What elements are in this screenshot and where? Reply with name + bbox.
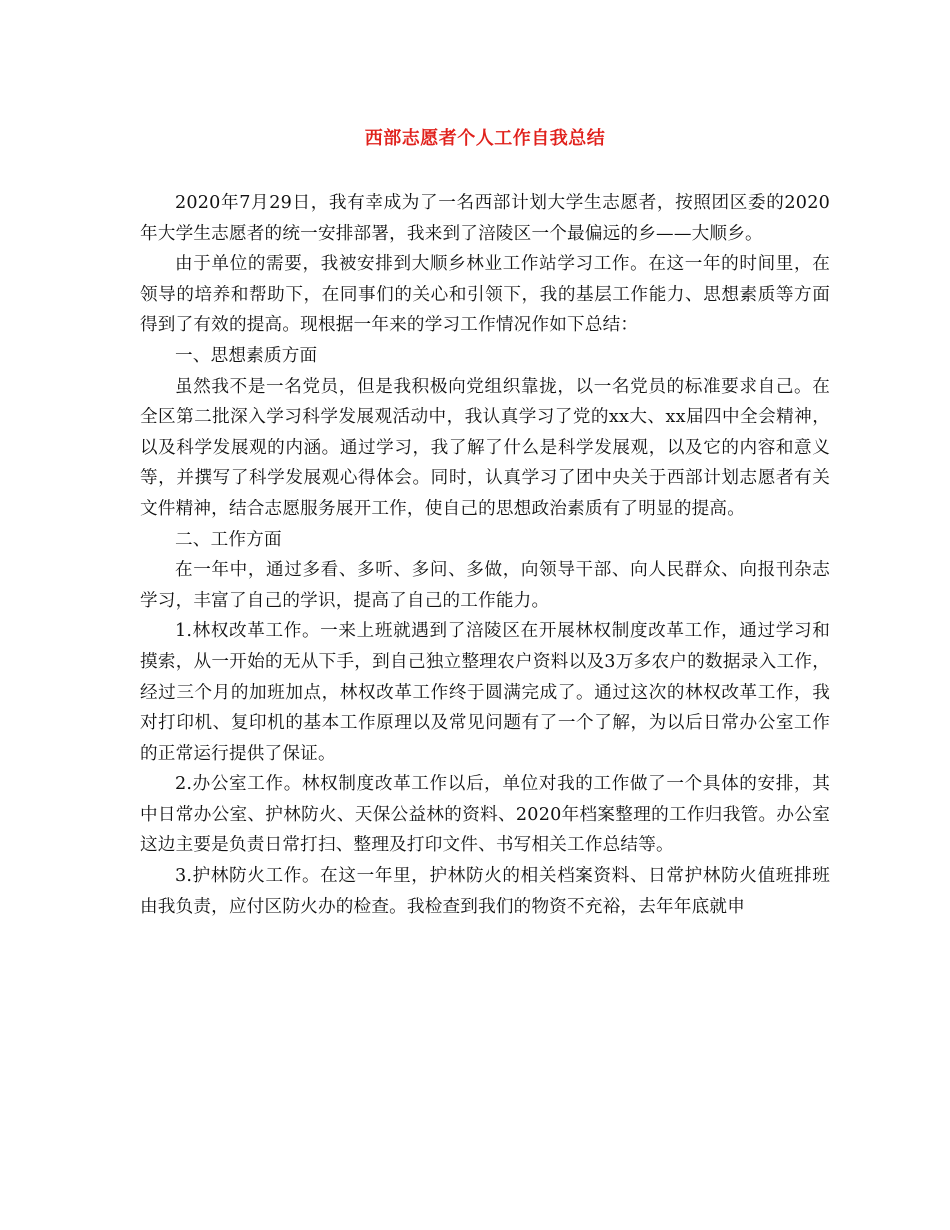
document-title: 西部志愿者个人工作自我总结	[364, 128, 606, 149]
paragraph-work-intro: 在一年中，通过多看、多听、多问、多做，向领导干部、向人民群众、向报刊杂志学习，丰富了自己的学识，提高了自己的工作能力。	[140, 560, 830, 611]
paragraph-fire-prevention: 3.护林防火工作。在这一年里，护林防火的相关档案资料、日常护林防火值班排班由我负责，应付区防火办的检查。我检查到我们的物资不充裕，去年年底就申	[140, 866, 830, 917]
document-body	[140, 188, 830, 922]
paragraph-assignment: 由于单位的需要，我被安排到大顺乡林业工作站学习工作。在这一年的时间里，在领导的培养和帮助下，在同事们的关心和引领下，我的基层工作能力、思想素质等方面得到了有效的提高。现根据一年来的学习工作情况作如下总结：	[140, 254, 830, 336]
section-heading-thought: 一、思想素质方面	[175, 345, 318, 366]
paragraph-intro: 2020年7月29日，我有幸成为了一名西部计划大学生志愿者，按照团区委的2020年大学生志愿者的统一安排部署，我来到了涪陵区一个最偏远的乡——大顺乡。	[140, 193, 830, 244]
paragraph-office-work: 2.办公室工作。林权制度改革工作以后，单位对我的工作做了一个具体的安排，其中日常办公室、护林防火、天保公益林的资料、2020年档案整理的工作归我管。办公室这边主要是负责日常打扫、整理及打印文件、书写相关工作总结等。	[140, 774, 830, 856]
paragraph-thought: 虽然我不是一名党员，但是我积极向党组织靠拢，以一名党员的标准要求自己。在全区第二批深入学习科学发展观活动中，我认真学习了党的xx大、xx届四中全会精神，以及科学发展观的内涵。通过学习，我了解了什么是科学发展观，以及它的内容和意义等，并撰写了科学发展观心得体会。同时，认真学习了团中央关于西部计划志愿者有关文件精神，结合志愿服务展开工作，使自己的思想政治素质有了明显的提高。	[140, 376, 830, 519]
paragraph-forest-reform: 1.林权改革工作。一来上班就遇到了涪陵区在开展林权制度改革工作，通过学习和摸索，从一开始的无从下手，到自己独立整理农户资料以及3万多农户的数据录入工作，经过三个月的加班加点，林权改革工作终于圆满完成了。通过这次的林权改革工作，我对打印机、复印机的基本工作原理以及常见问题有了一个了解，为以后日常办公室工作的正常运行提供了保证。	[140, 621, 830, 764]
section-heading-work: 二、工作方面	[175, 529, 282, 550]
